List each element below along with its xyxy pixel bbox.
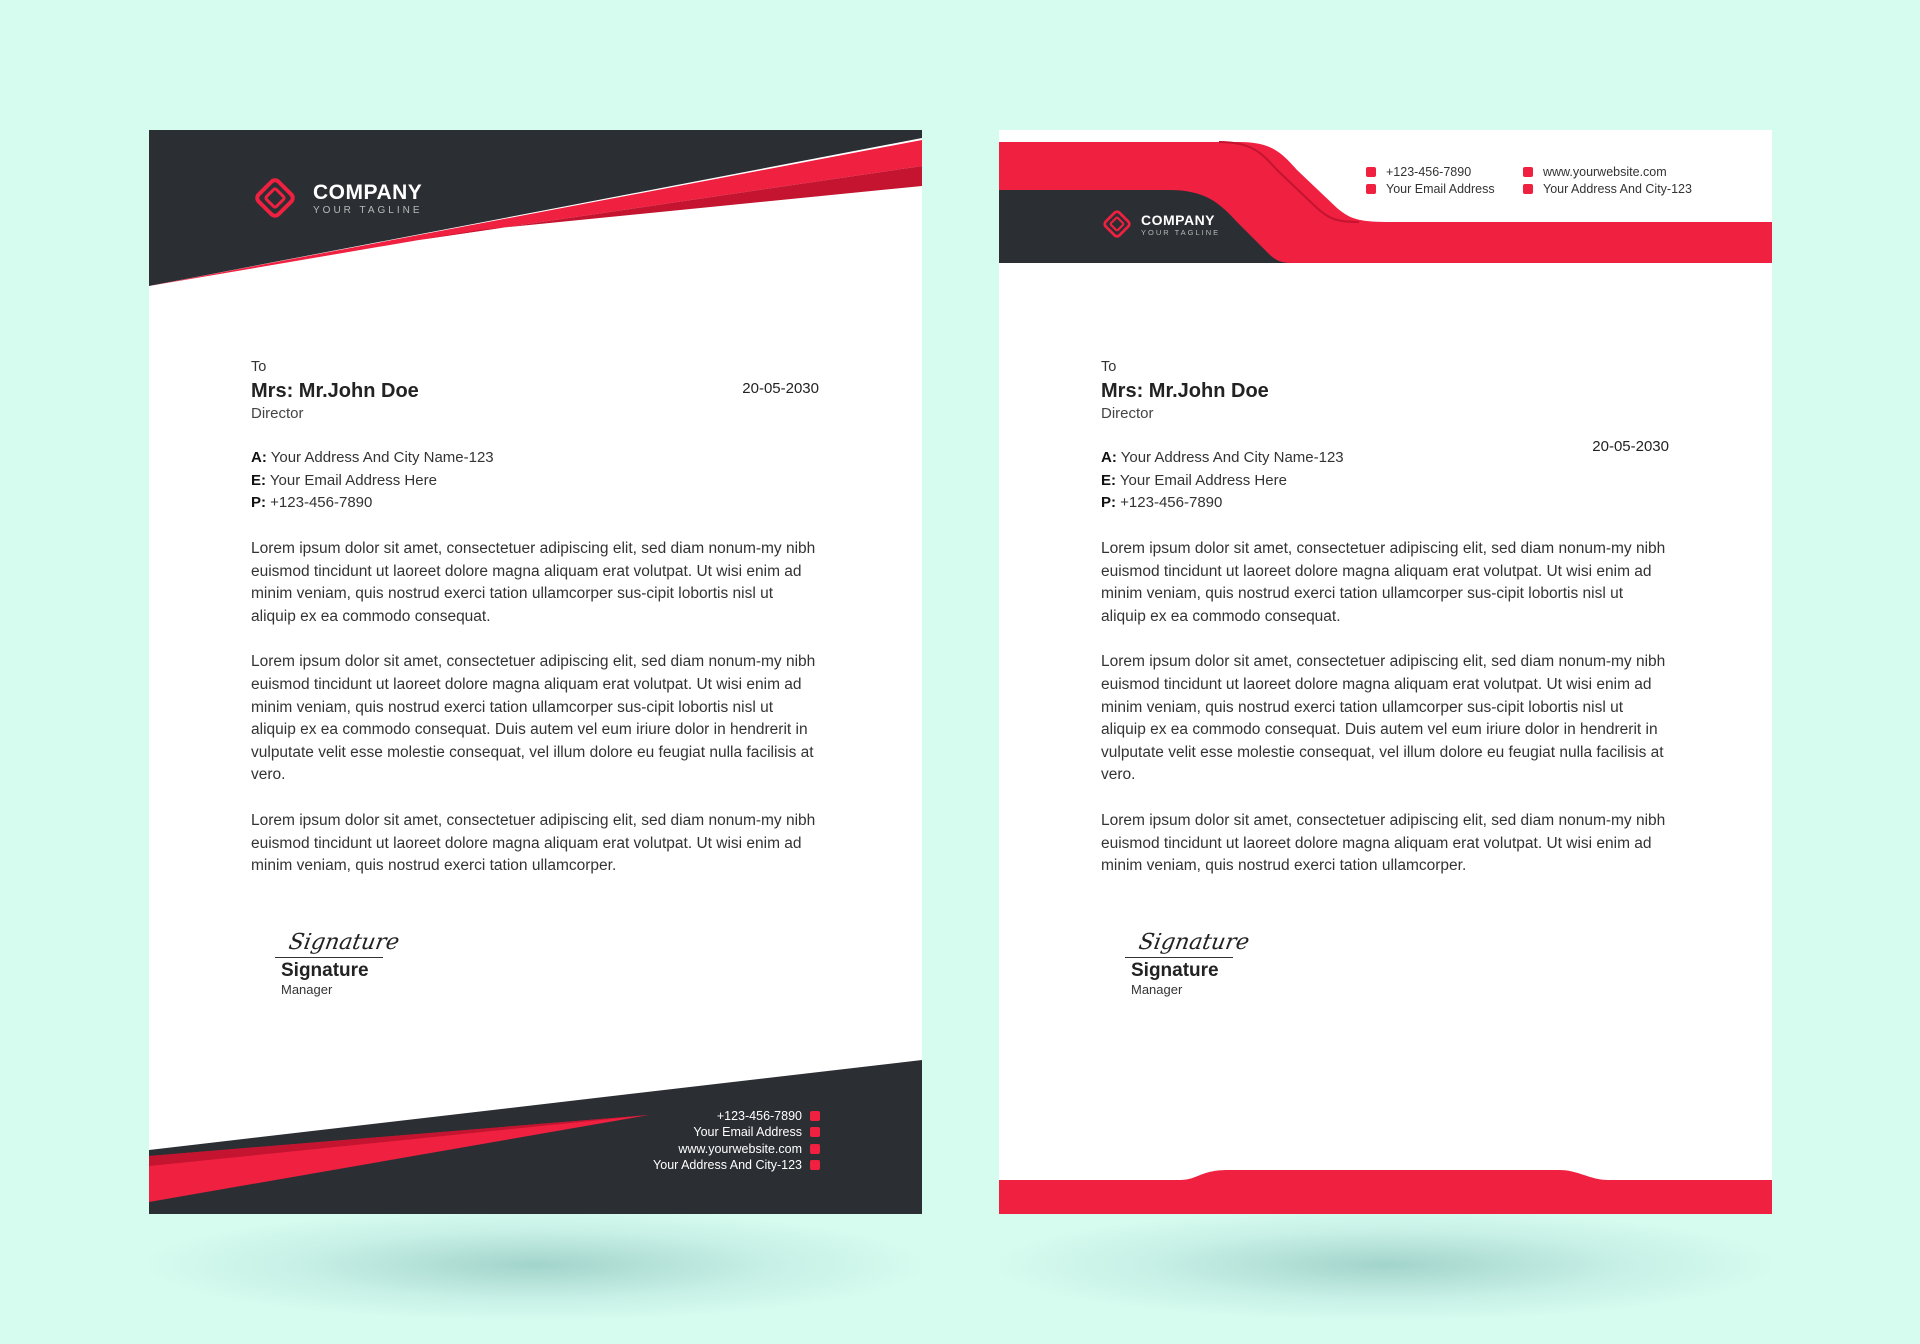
location-icon [1523, 184, 1533, 194]
letter-body [1101, 356, 1669, 878]
email-icon [810, 1127, 820, 1137]
address-value: Your Address And City Name-123 [1120, 449, 1344, 467]
phone-label: P: [1101, 494, 1116, 512]
contact-block [1101, 447, 1669, 515]
signature-handwriting: Signature [286, 930, 402, 955]
letterhead-design-1 [149, 130, 922, 1214]
header-address-row [1523, 181, 1692, 198]
signature-block [275, 930, 402, 997]
signature-name: Signature [281, 960, 369, 981]
header-contact-col-2 [1523, 164, 1692, 197]
paragraph-1: Lorem ipsum dolor sit amet, consectetuer adipiscing elit, sed diam nonum-my nibh euismod tincidunt ut laoreet dolore magna aliquam erat volutpat. Ut wisi enim ad minim veniam, quis nostrud exerci tation ullamcorper sus-cipit lobortis nisl ut aliquip ex ea commodo consequat. [1101, 539, 1666, 625]
footer-website: www.yourwebsite.com [678, 1141, 802, 1156]
footer-website-row [653, 1141, 820, 1157]
phone-value: +123-456-7890 [1120, 494, 1223, 512]
website-icon [1523, 167, 1533, 177]
signature-name: Signature [1131, 960, 1219, 981]
header-phone-row [1366, 164, 1495, 181]
to-label: To [251, 359, 267, 375]
footer-contact [653, 1108, 820, 1173]
recipient-role: Director [1101, 404, 1154, 422]
signature-line [275, 957, 383, 958]
website-icon [810, 1144, 820, 1154]
letterhead-design-2 [999, 130, 1772, 1214]
page-shadow-right [1000, 1210, 1770, 1320]
paragraph-1: Lorem ipsum dolor sit amet, consectetuer adipiscing elit, sed diam nonum-my nibh euismod tincidunt ut laoreet dolore magna aliquam erat volutpat. Ut wisi enim ad minim veniam, quis nostrud exerci tation ullamcorper sus-cipit lobortis nisl ut aliquip ex ea commodo consequat. [251, 539, 816, 625]
paragraph-3: Lorem ipsum dolor sit amet, consectetuer adipiscing elit, sed diam nonum-my nibh euismod tincidunt ut laoreet dolore magna aliquam erat volutpat. Ut wisi enim ad minim veniam, quis nostrud exerci tation ullamcorper. [1101, 811, 1666, 875]
address-value: Your Address And City Name-123 [270, 449, 494, 467]
contact-block [251, 447, 819, 515]
paragraphs [251, 538, 819, 878]
phone-label: P: [251, 494, 266, 512]
recipient-name: Mrs: Mr.John Doe [251, 379, 419, 402]
paragraph-3: Lorem ipsum dolor sit amet, consectetuer adipiscing elit, sed diam nonum-my nibh euismod tincidunt ut laoreet dolore magna aliquam erat volutpat. Ut wisi enim ad minim veniam, quis nostrud exerci tation ullamcorper. [251, 811, 816, 875]
company-logo [249, 172, 423, 224]
phone-icon [1366, 167, 1376, 177]
paragraphs [1101, 538, 1669, 878]
company-logo [1099, 206, 1220, 242]
recipient-name: Mrs: Mr.John Doe [1101, 379, 1269, 402]
email-label: E: [251, 471, 266, 489]
address-line [1101, 447, 1669, 470]
address-label: A: [1101, 449, 1117, 467]
footer-email-row [653, 1124, 820, 1140]
email-line [1101, 470, 1669, 493]
phone-line [251, 492, 819, 515]
email-line [251, 470, 819, 493]
page-shadow-left [150, 1210, 920, 1320]
location-icon [810, 1160, 820, 1170]
header-website: www.yourwebsite.com [1543, 165, 1667, 180]
footer-address: Your Address And City-123 [653, 1158, 802, 1173]
phone-value: +123-456-7890 [270, 494, 373, 512]
footer-red-band [999, 1170, 1772, 1214]
paragraph-2: Lorem ipsum dolor sit amet, consectetuer adipiscing elit, sed diam nonum-my nibh euismod tincidunt ut laoreet dolore magna aliquam erat volutpat. Ut wisi enim ad minim veniam, quis nostrud exerci tation ullamcorper sus-cipit lobortis nisl ut aliquip ex ea commodo consequat. Duis autem vel eum iriure dolor in hendrerit in vulputate velit esse molestie consequat, vel illum dolore eu feugiat nulla facilisis at vero. [1101, 653, 1666, 784]
letter-date: 20-05-2030 [1592, 438, 1669, 455]
to-label: To [1101, 359, 1117, 375]
email-label: E: [1101, 471, 1116, 489]
email-icon [1366, 184, 1376, 194]
header-phone: +123-456-7890 [1386, 165, 1472, 180]
footer-phone-row [653, 1108, 820, 1124]
recipient-role: Director [251, 404, 304, 422]
header-address: Your Address And City-123 [1543, 181, 1692, 196]
signature-handwriting: Signature [1136, 930, 1252, 955]
address-line [251, 447, 819, 470]
company-tagline: YOUR TAGLINE [1141, 227, 1221, 237]
header-contact-col-1 [1366, 164, 1495, 197]
letter-body [251, 356, 819, 878]
company-name: COMPANY [1141, 211, 1216, 228]
header-email-row [1366, 181, 1495, 198]
signature-title: Manager [1131, 982, 1183, 997]
company-tagline: YOUR TAGLINE [313, 204, 423, 216]
phone-icon [810, 1111, 820, 1121]
email-value: Your Email Address Here [269, 471, 437, 489]
signature-title: Manager [281, 982, 333, 997]
phone-line [1101, 492, 1669, 515]
footer-email: Your Email Address [693, 1125, 802, 1140]
footer-address-row [653, 1157, 820, 1173]
header-email: Your Email Address [1386, 181, 1495, 196]
logo-diamond-icon [249, 172, 301, 224]
header-website-row [1523, 164, 1692, 181]
signature-line [1125, 957, 1233, 958]
logo-diamond-icon [1099, 206, 1135, 242]
address-label: A: [251, 449, 267, 467]
company-name: COMPANY [313, 180, 423, 204]
letter-date: 20-05-2030 [742, 380, 819, 397]
email-value: Your Email Address Here [1119, 471, 1287, 489]
paragraph-2: Lorem ipsum dolor sit amet, consectetuer adipiscing elit, sed diam nonum-my nibh euismod tincidunt ut laoreet dolore magna aliquam erat volutpat. Ut wisi enim ad minim veniam, quis nostrud exerci tation ullamcorper sus-cipit lobortis nisl ut aliquip ex ea commodo consequat. Duis autem vel eum iriure dolor in hendrerit in vulputate velit esse molestie consequat, vel illum dolore eu feugiat nulla facilisis at vero. [251, 653, 816, 784]
footer-phone: +123-456-7890 [716, 1109, 802, 1124]
signature-block [1125, 930, 1252, 997]
